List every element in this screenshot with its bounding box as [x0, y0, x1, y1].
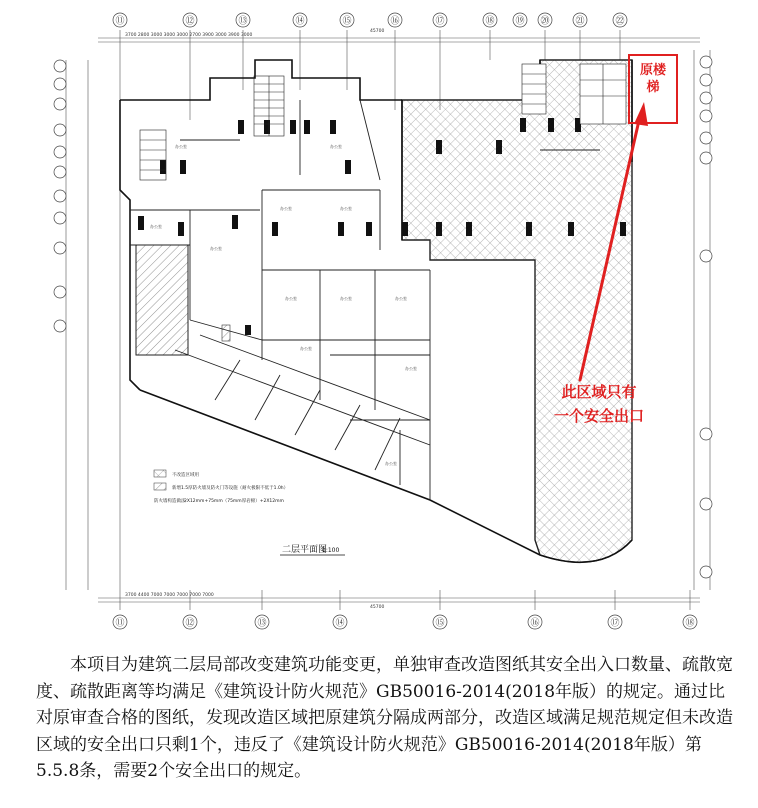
room-label: 办公室	[280, 206, 292, 211]
legend	[154, 470, 288, 504]
room-label: 办公室	[395, 296, 407, 301]
dim-string-top: 3700 2800 3000 3000 3000 2700 3900 3000 3900 3000	[125, 33, 253, 38]
stair-callout-label: 原楼梯	[639, 63, 666, 95]
axis-label: ⑱	[485, 16, 495, 27]
region-callout-line-1: 此区域只有	[561, 383, 637, 401]
room-label: 办公室	[300, 346, 312, 351]
room-label: 办公室	[175, 144, 187, 149]
room-label: 办公室	[150, 224, 162, 229]
room-label: 办公室	[340, 296, 352, 301]
axis-label: ⑮	[435, 618, 445, 629]
axis-label: ⑯	[530, 618, 540, 629]
room-label: 办公室	[330, 144, 342, 149]
axis-label: ⑳	[540, 16, 550, 27]
plan-title-group	[280, 544, 345, 555]
axis-bubbles-bottom	[113, 615, 697, 629]
axis-label: ⑯	[390, 16, 400, 27]
legend-item-2: 新增1.5厚防火墙及防火门等设施（耐火极限不低于1.0h）	[172, 486, 289, 491]
room-label: 办公室	[405, 366, 417, 371]
total-dim-top: 45700	[370, 29, 385, 34]
room-label: 办公室	[210, 246, 222, 251]
axis-label: ㉑	[575, 16, 585, 27]
room-label: 办公室	[385, 461, 397, 466]
axis-label: ⑰	[610, 618, 620, 629]
legend-note-label: 防火墙构造做法	[154, 499, 186, 504]
axis-label: ⑪	[115, 16, 125, 27]
region-callout-line-2: 一个安全出口	[553, 407, 644, 425]
fire-door-hatch	[222, 325, 230, 341]
plan-title: 二层平面图	[282, 545, 328, 555]
axis-label: ⑰	[435, 16, 445, 27]
left-stair-hatch	[136, 245, 188, 355]
axis-label: ⑮	[342, 16, 352, 27]
axis-label: ⑭	[295, 16, 305, 27]
axis-label: ⑪	[115, 618, 125, 629]
region-callout	[534, 380, 664, 428]
axis-label: ⑲	[515, 16, 525, 27]
axis-label: ⑭	[335, 618, 345, 629]
dim-string-bottom: 3700 4400 7000 7000 7000 7000 7000	[125, 593, 214, 598]
room-label: 办公室	[340, 206, 352, 211]
axis-label: ⑫	[185, 618, 195, 629]
axis-bubbles-top	[113, 13, 627, 27]
axis-label: ⑬	[257, 618, 267, 629]
axis-label: ㉒	[615, 16, 625, 27]
room-label: 办公室	[285, 296, 297, 301]
axis-label: ⑱	[685, 618, 695, 629]
plan-scale: 1:100	[322, 547, 340, 554]
total-dim-bottom: 45700	[370, 605, 385, 610]
legend-item-1: 不改造区域用	[172, 473, 199, 478]
explanation-paragraph: 本项目为建筑二层局部改变建筑功能变更，单独审查改造图纸其安全出入口数量、疏散宽度、疏散距离等均满足《建筑设计防火规范》GB50016-2014(2018年版）的规定。通过比对原审查合格的图纸，发现改造区域把原建筑分隔成两部分，改造区域满足规范规定但未改造区域的安全出口只剩1个，违反了《建筑设计防火规范》GB50016-2014(2018年版）第5.5.8条，需要2个安全出口的规定。	[36, 655, 733, 781]
axis-label: ⑫	[185, 16, 195, 27]
unrenovated-area-hatch	[402, 60, 632, 562]
legend-note: 2X12mm+75mm（75mm厚岩棉）+2X12mm	[184, 499, 284, 504]
axis-label: ⑬	[238, 16, 248, 27]
